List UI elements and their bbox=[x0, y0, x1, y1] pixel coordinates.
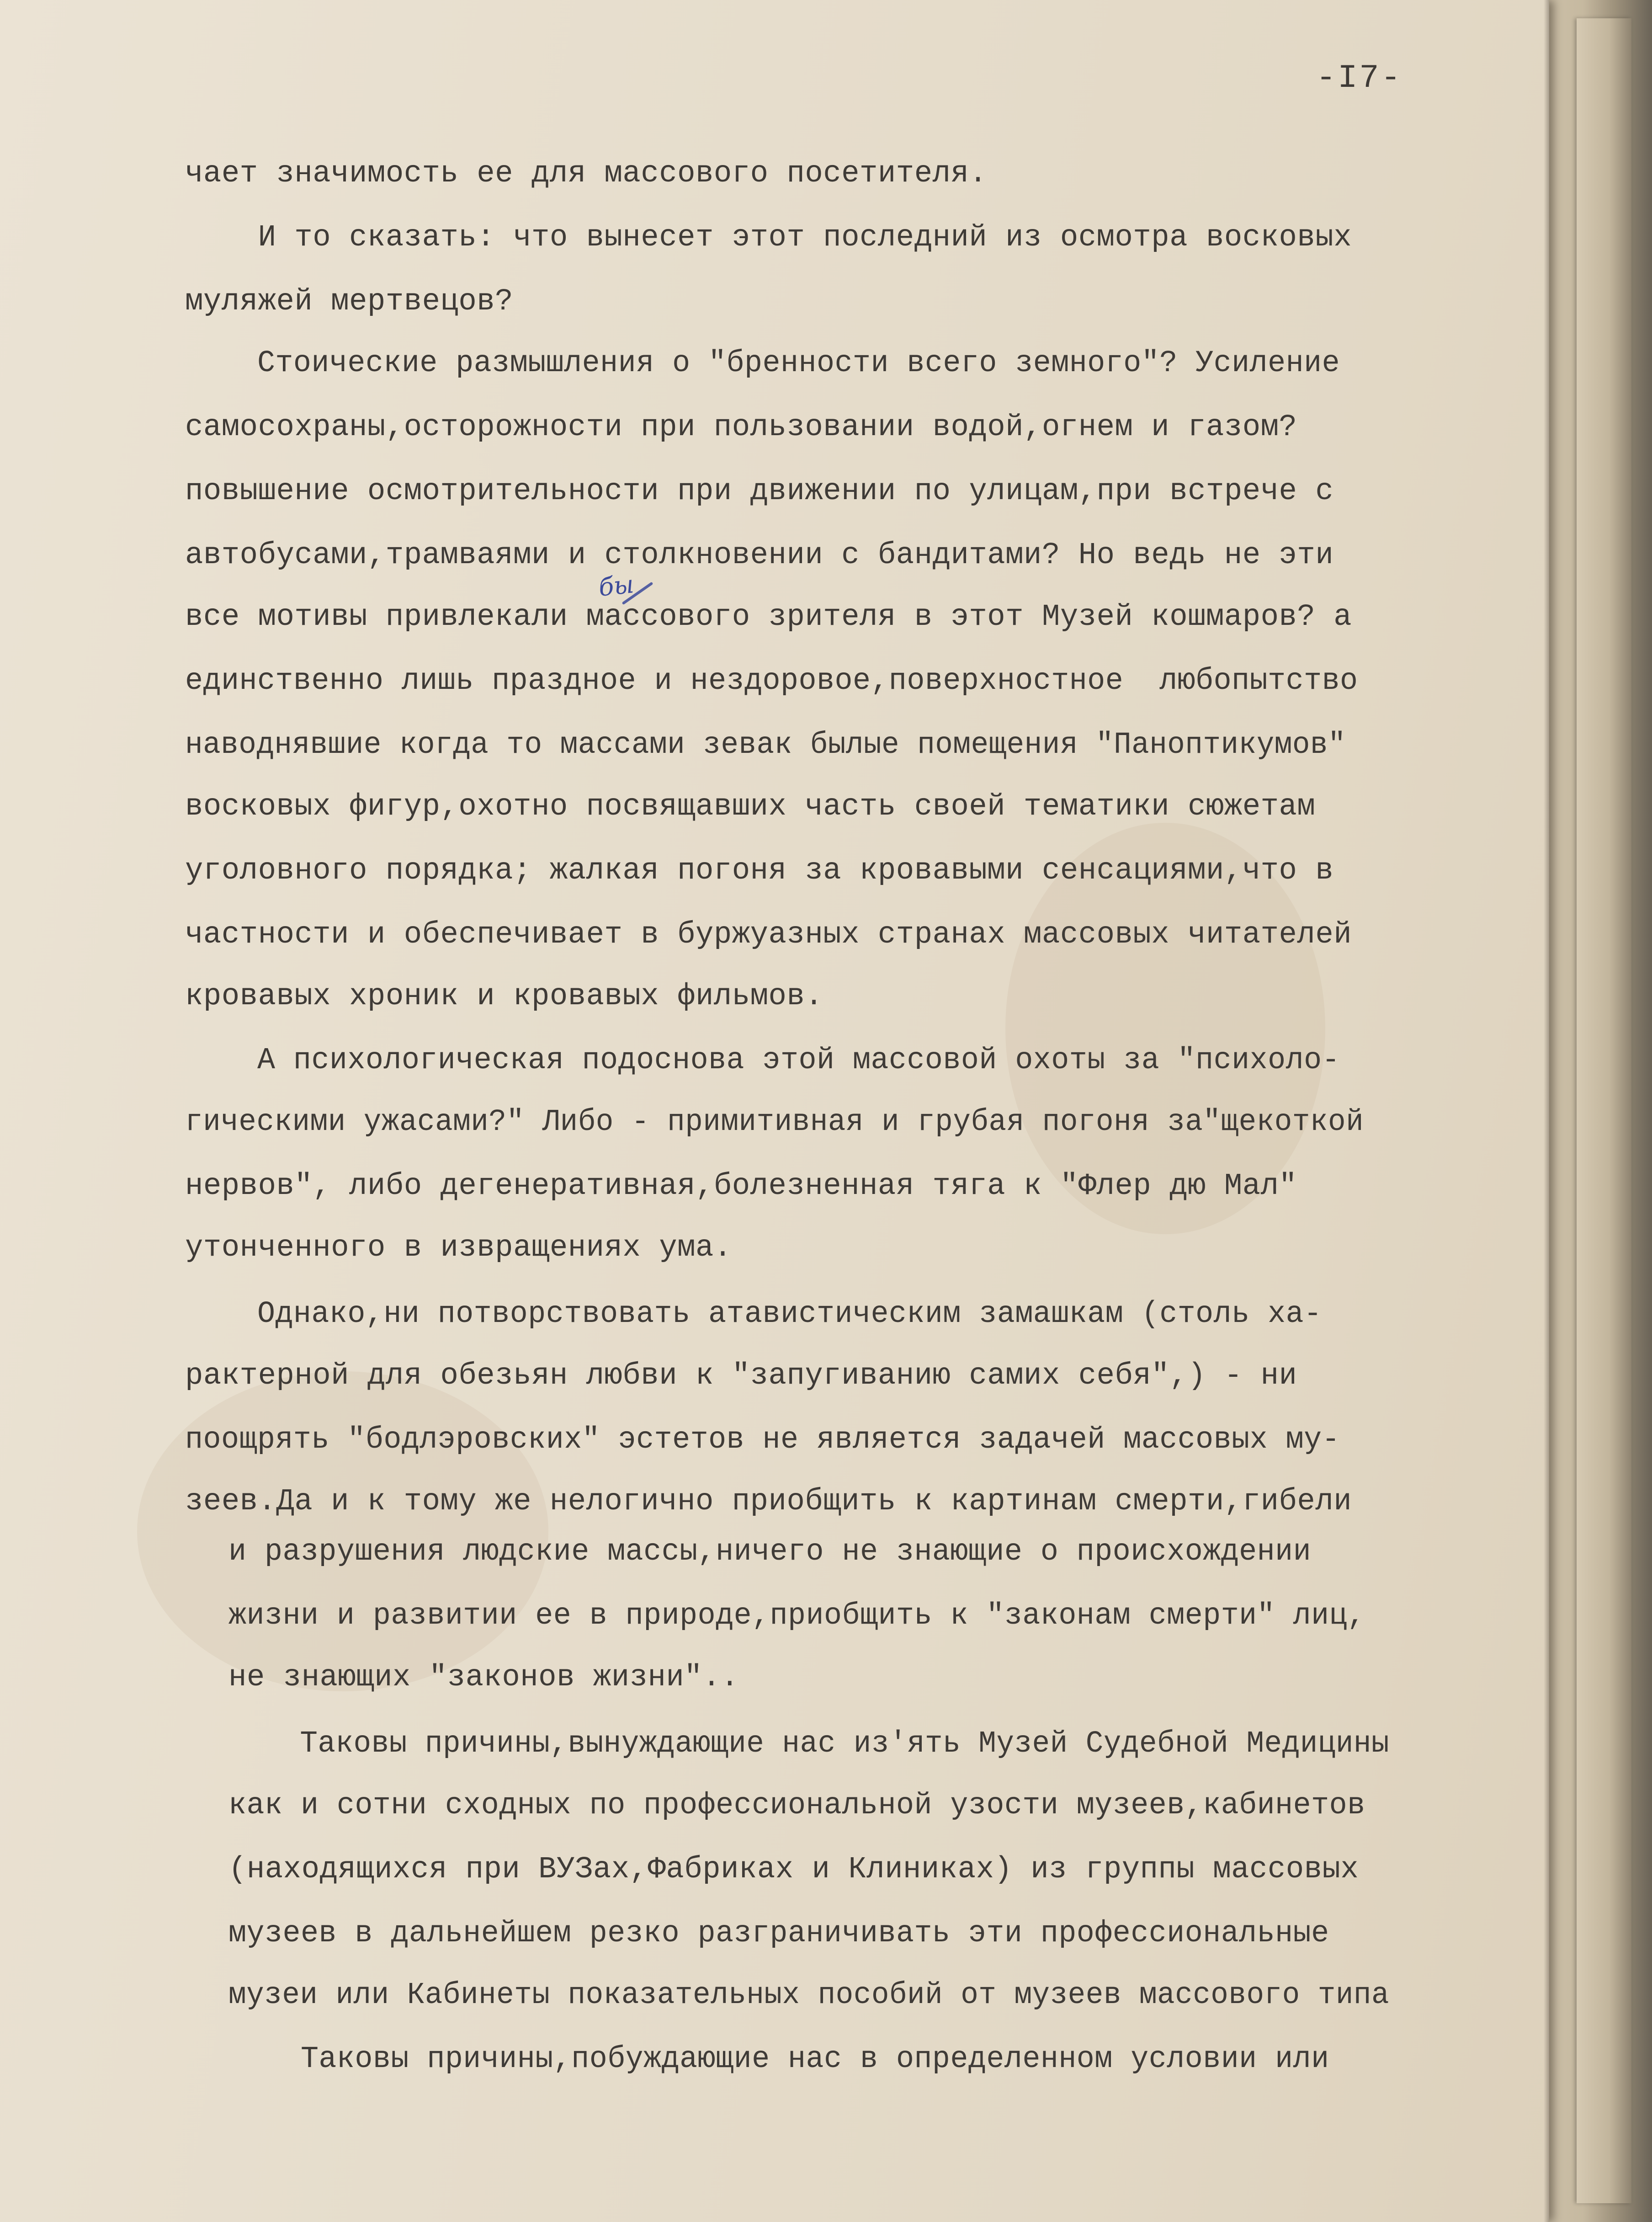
text-line: как и сотни сходных по профессиональной узости музеев,кабинетов bbox=[228, 1788, 1365, 1823]
text-line: поощрять "бодлэровских" эстетов не является задачей массовых му- bbox=[185, 1423, 1340, 1457]
text-line: Таковы причины,побуждающие нас в определенном условии или bbox=[228, 2042, 1329, 2077]
text-line: нервов", либо дегенеративная,болезненная тяга к "Флер дю Мал" bbox=[185, 1169, 1297, 1204]
text-line: музеев в дальнейшем резко разграничивать эти профессиональные bbox=[228, 1916, 1329, 1951]
text-line: Однако,ни потворствовать атавистическим замашкам (столь ха- bbox=[185, 1297, 1322, 1332]
text-line: рактерной для обезьян любви к "запугиванию самих себя",) - ни bbox=[185, 1359, 1297, 1393]
text-line: зеев.Да и к тому же нелогично приобщить к картинам смерти,гибели bbox=[185, 1484, 1352, 1519]
text-line: частности и обеспечивает в буржуазных странах массовых читателей bbox=[185, 917, 1352, 952]
text-line: и разрушения людские массы,ничего не знающие о происхождении bbox=[228, 1535, 1312, 1569]
handwritten-correction: бы bbox=[597, 570, 636, 602]
text-line: единственно лишь праздное и нездоровое,поверхностное любопытство bbox=[185, 664, 1358, 698]
text-line: муляжей мертвецов? bbox=[185, 284, 514, 319]
text-line: (находящихся при ВУЗах,Фабриках и Клиниках) из группы массовых bbox=[228, 1852, 1359, 1887]
text-line: И то сказать: что вынесет этот последний из осмотра восковых bbox=[185, 220, 1352, 255]
text-line: все мотивы привлекали массового зрителя в этот Музей кошмаров? а bbox=[185, 600, 1352, 634]
text-line: чает значимость ее для массового посетителя. bbox=[185, 156, 988, 191]
text-line: не знающих "законов жизни".. bbox=[228, 1660, 739, 1695]
text-line: жизни и развитии ее в природе,приобщить к "законам смерти" лиц, bbox=[228, 1599, 1365, 1633]
text-line: гическими ужасами?" Либо - примитивная и грубая погоня за"щекоткой bbox=[185, 1105, 1364, 1140]
text-line: Таковы причины,вынуждающие нас из'ять Музей Судебной Медицины bbox=[228, 1726, 1390, 1761]
text-line: самосохраны,осторожности при пользовании водой,огнем и газом? bbox=[185, 410, 1297, 445]
text-line: уголовного порядка; жалкая погоня за кровавыми сенсациями,что в bbox=[185, 853, 1334, 888]
text-line: Стоические размышления о "бренности всего земного"? Усиление bbox=[185, 346, 1340, 381]
text-line: А психологическая подоснова этой массовой охоты за "психоло- bbox=[185, 1043, 1340, 1078]
text-line: восковых фигур,охотно посвящавших часть своей тематики сюжетам bbox=[185, 789, 1316, 824]
text-line: кровавых хроник и кровавых фильмов. bbox=[185, 979, 823, 1014]
page-number: -I7- bbox=[1316, 59, 1402, 97]
text-line: наводнявшие когда то массами зевак былые помещения "Паноптикумов" bbox=[185, 728, 1346, 762]
text-line: автобусами,трамваями и столкновении с бандитами? Но ведь не эти bbox=[185, 538, 1334, 573]
underlying-page-edge-2 bbox=[1577, 18, 1631, 2203]
text-line: повышение осмотрительности при движении по улицам,при встрече с bbox=[185, 474, 1334, 509]
text-line: музеи или Кабинеты показательных пособий от музеев массового типа bbox=[228, 1978, 1390, 2013]
text-line: утонченного в извращениях ума. bbox=[185, 1231, 732, 1265]
